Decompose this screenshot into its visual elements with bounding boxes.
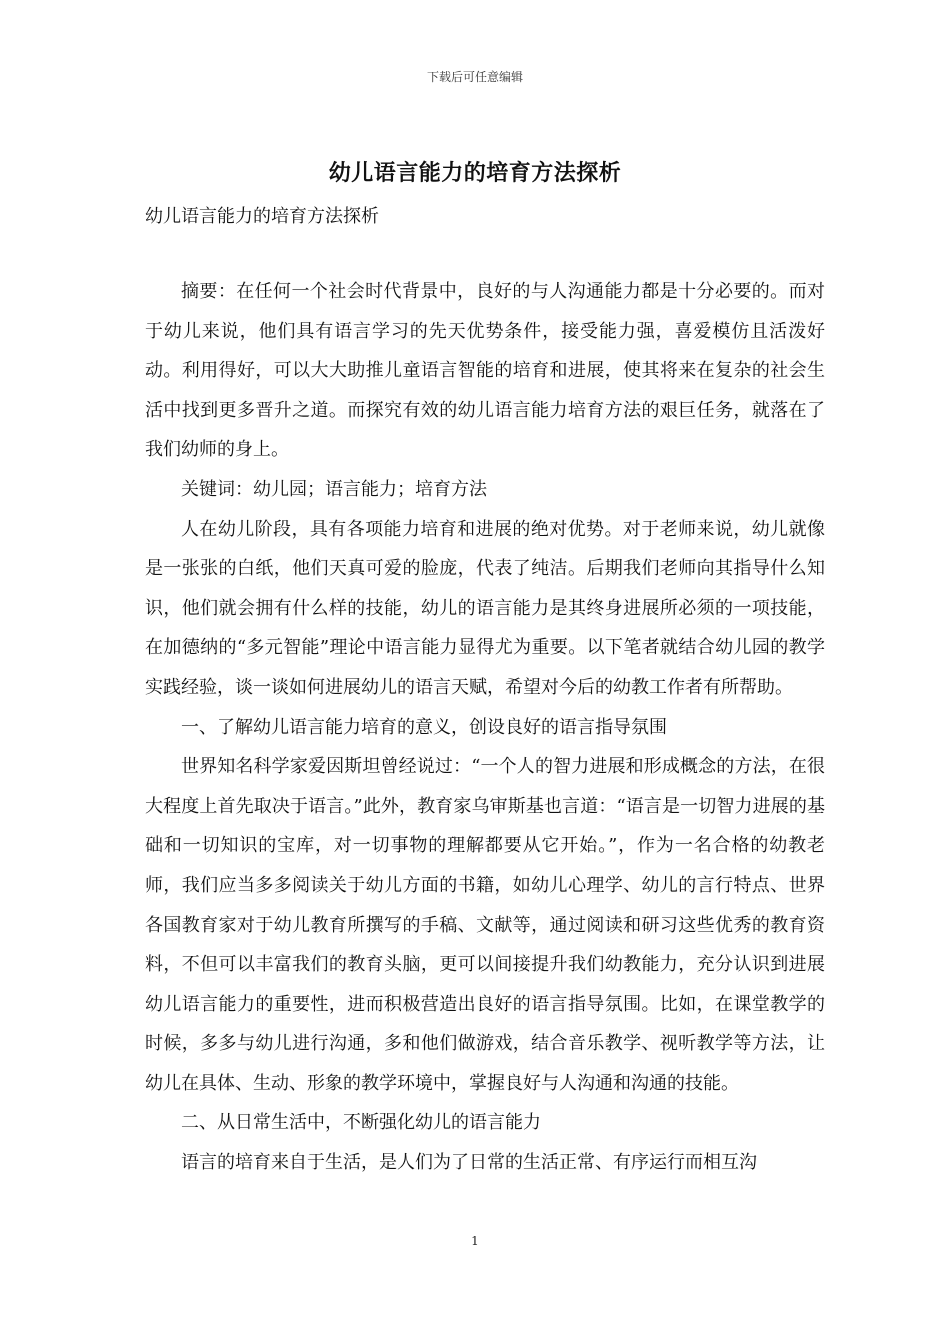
header-note: 下载后可任意编辑	[426, 70, 523, 84]
document-subtitle: 幼儿语言能力的培育方法探析	[145, 206, 379, 227]
document-title: 幼儿语言能力的培育方法探析	[328, 160, 622, 186]
page-number: 1	[471, 1234, 479, 1248]
section-heading-1: 一、了解幼儿语言能力培育的意义，创设良好的语言指导氛围	[181, 716, 667, 738]
section-heading-2: 二、从日常生活中，不断强化幼儿的语言能力	[181, 1112, 541, 1134]
keywords-paragraph: 关键词：幼儿园；语言能力；培育方法	[181, 478, 487, 500]
section-2-paragraph: 语言的培育来自于生活，是人们为了日常的生活正常、有序运行而相互沟	[181, 1152, 757, 1174]
document-body	[145, 272, 825, 1183]
abstract-paragraph: 摘要：在任何一个社会时代背景中，良好的与人沟通能力都是十分必要的。而对于幼儿来说，他们具有语言学习的先天优势条件，接受能力强，喜爱模仿且活泼好动。利用得好，可以大大助推儿童语言智能的培育和进展，使其将来在复杂的社会生活中找到更多晋升之道。而探究有效的幼儿语言能力培育方法的艰巨任务，就落在了我们幼师的身上。	[145, 281, 825, 461]
section-1-paragraph: 世界知名科学家爱因斯坦曾经说过：“一个人的智力进展和形成概念的方法，在很大程度上首先取决于语言。”此外，教育家乌审斯基也言道：“语言是一切智力进展的基础和一切知识的宝库，对一切事物的理解都要从它开始。”，作为一名合格的幼教老师，我们应当多多阅读关于幼儿方面的书籍，如幼儿心理学、幼儿的言行特点、世界各国教育家对于幼儿教育所撰写的手稿、文献等，通过阅读和研习这些优秀的教育资料，不但可以丰富我们的教育头脑，更可以间接提升我们幼教能力，充分认识到进展幼儿语言能力的重要性，进而积极营造出良好的语言指导氛围。比如，在课堂教学的时候，多多与幼儿进行沟通，多和他们做游戏，结合音乐教学、视听教学等方法，让幼儿在具体、生动、形象的教学环境中，掌握良好与人沟通和沟通的技能。	[145, 756, 825, 1094]
intro-paragraph: 人在幼儿阶段，具有各项能力培育和进展的绝对优势。对于老师来说，幼儿就像是一张张的白纸，他们天真可爱的脸庞，代表了纯洁。后期我们老师向其指导什么知识，他们就会拥有什么样的技能，幼儿的语言能力是其终身进展所必须的一项技能，在加德纳的“多元智能”理论中语言能力显得尤为重要。以下笔者就结合幼儿园的教学实践经验，谈一谈如何进展幼儿的语言天赋，希望对今后的幼教工作者有所帮助。	[145, 518, 825, 698]
